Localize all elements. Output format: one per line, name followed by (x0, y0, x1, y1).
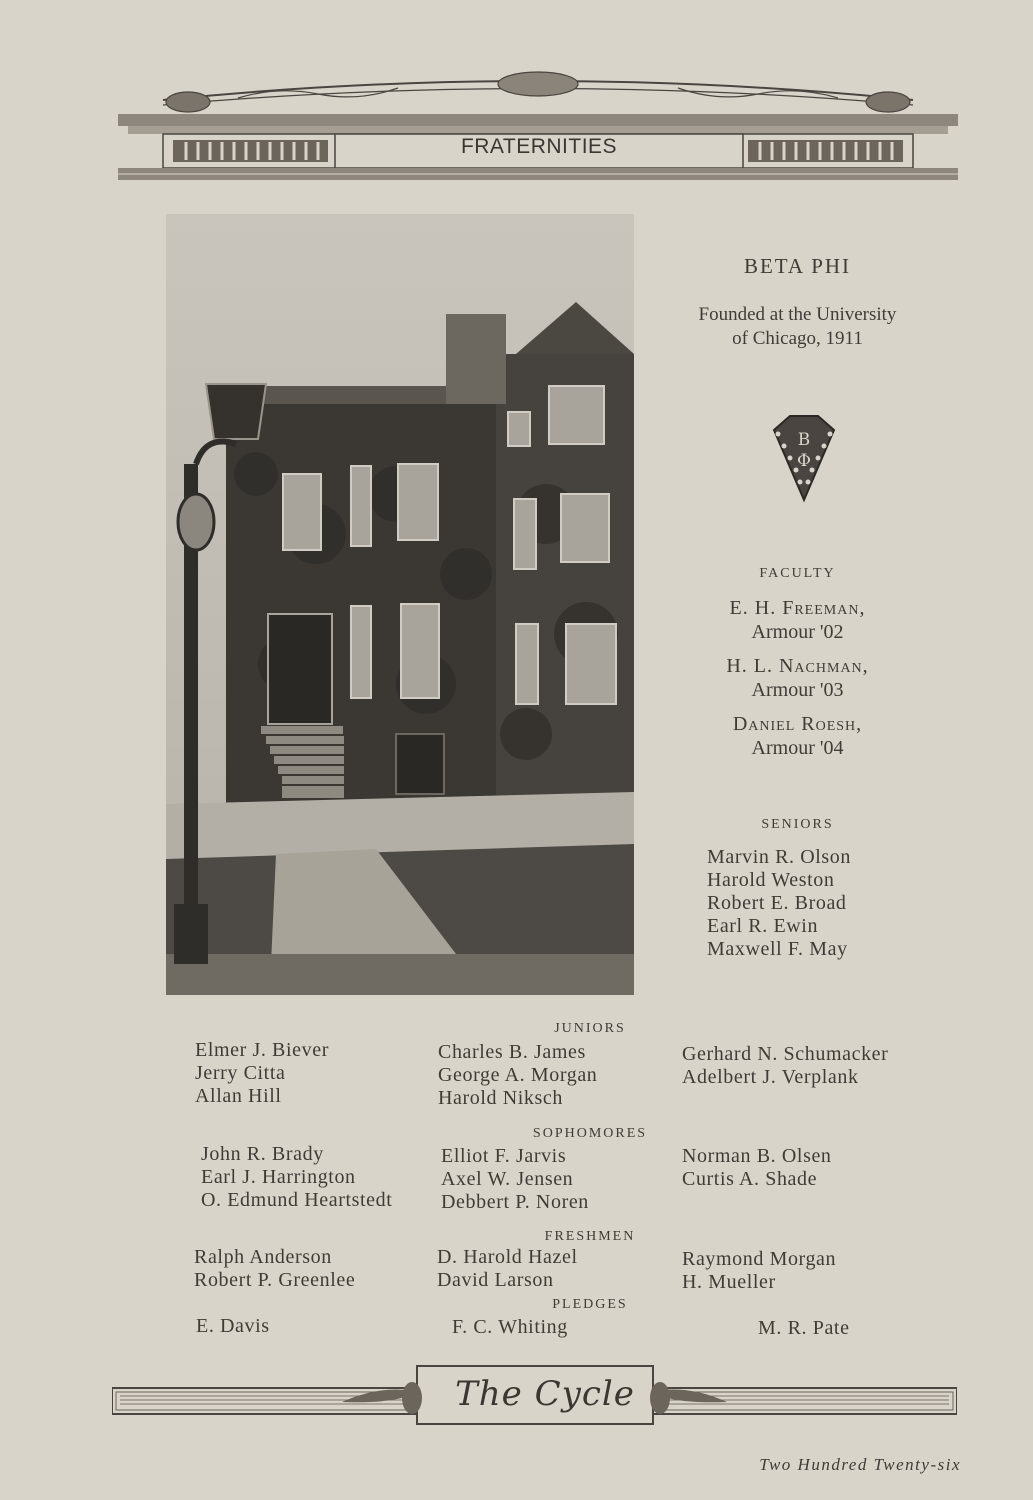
faculty-school: Armour '02 (751, 621, 844, 643)
pledges-heading: PLEDGES (552, 1297, 628, 1312)
seniors-heading: SENIORS (761, 817, 834, 832)
sophomores-heading: SOPHOMORES (532, 1126, 648, 1141)
faculty-name: H. L. Nachman, (726, 655, 869, 677)
member-name: Marvin R. Olson (707, 846, 851, 868)
member-name: Axel W. Jensen (441, 1168, 574, 1190)
faculty-name: Daniel Roesh, (732, 713, 863, 735)
pledges-column (196, 1315, 270, 1338)
member-name: Harold Weston (707, 869, 835, 891)
freshmen-column (194, 1246, 355, 1292)
member-name: Charles B. James (438, 1041, 586, 1063)
member-name: Earl J. Harrington (201, 1166, 356, 1188)
member-name: Raymond Morgan (682, 1248, 837, 1270)
faculty-list (670, 596, 925, 770)
member-name: H. Mueller (682, 1271, 776, 1293)
pledges-column (758, 1317, 850, 1340)
member-name: Ralph Anderson (194, 1246, 332, 1268)
member-name: John R. Brady (201, 1143, 324, 1165)
founded-line: of Chicago, 1911 (732, 328, 863, 349)
badge-letter: B (797, 430, 811, 450)
member-name: Norman B. Olsen (682, 1145, 832, 1167)
freshmen-heading: FRESHMEN (544, 1229, 636, 1244)
member-name: Elliot F. Jarvis (441, 1145, 567, 1167)
sophomores-column (682, 1145, 832, 1191)
member-name: F. C. Whiting (452, 1316, 568, 1338)
member-name: Robert P. Greenlee (194, 1269, 356, 1291)
member-name: Debbert P. Noren (441, 1191, 589, 1213)
member-name: George A. Morgan (438, 1064, 598, 1086)
member-name: Harold Niksch (438, 1087, 563, 1109)
member-name: Gerhard N. Schumacker (682, 1043, 889, 1065)
member-name: Allan Hill (195, 1085, 282, 1107)
juniors-column (195, 1039, 329, 1108)
faculty-member (670, 712, 925, 760)
member-name: Earl R. Ewin (707, 915, 819, 937)
chapter-house-photo (166, 214, 634, 995)
faculty-school: Armour '04 (751, 737, 844, 759)
founded-note (670, 303, 925, 351)
member-name: Jerry Citta (195, 1062, 286, 1084)
faculty-member (670, 654, 925, 702)
member-name: Elmer J. Biever (195, 1039, 329, 1061)
member-name: D. Harold Hazel (437, 1246, 578, 1268)
faculty-school: Armour '03 (751, 679, 844, 701)
section-title: FRATERNITIES (460, 135, 618, 158)
juniors-column (438, 1041, 597, 1110)
header-ornament (118, 70, 958, 182)
member-name: Robert E. Broad (707, 892, 847, 914)
faculty-heading: FACULTY (759, 566, 836, 581)
badge-letter: Φ (797, 451, 811, 471)
juniors-column (682, 1043, 888, 1089)
member-name: M. R. Pate (758, 1317, 850, 1339)
seniors-list (707, 846, 851, 961)
juniors-heading: JUNIORS (554, 1021, 626, 1036)
sophomores-column (441, 1145, 589, 1214)
freshmen-column (682, 1248, 836, 1294)
page-number: Two Hundred Twenty-six (759, 1455, 961, 1474)
member-name: Maxwell F. May (707, 938, 848, 960)
chapter-name: BETA PHI (743, 254, 852, 278)
faculty-name: E. H. Freeman, (729, 597, 866, 619)
member-name: David Larson (437, 1269, 554, 1291)
member-name: O. Edmund Heartstedt (201, 1189, 393, 1211)
founded-line: Founded at the University (698, 304, 897, 325)
yearbook-title: The Cycle (455, 1374, 635, 1414)
member-name: Adelbert J. Verplank (682, 1066, 859, 1088)
freshmen-column (437, 1246, 578, 1292)
faculty-member (670, 596, 925, 644)
fraternity-pin-icon (764, 412, 844, 504)
sophomores-column (201, 1143, 392, 1212)
member-name: E. Davis (196, 1315, 270, 1337)
member-name: Curtis A. Shade (682, 1168, 818, 1190)
pledges-column (452, 1316, 568, 1339)
